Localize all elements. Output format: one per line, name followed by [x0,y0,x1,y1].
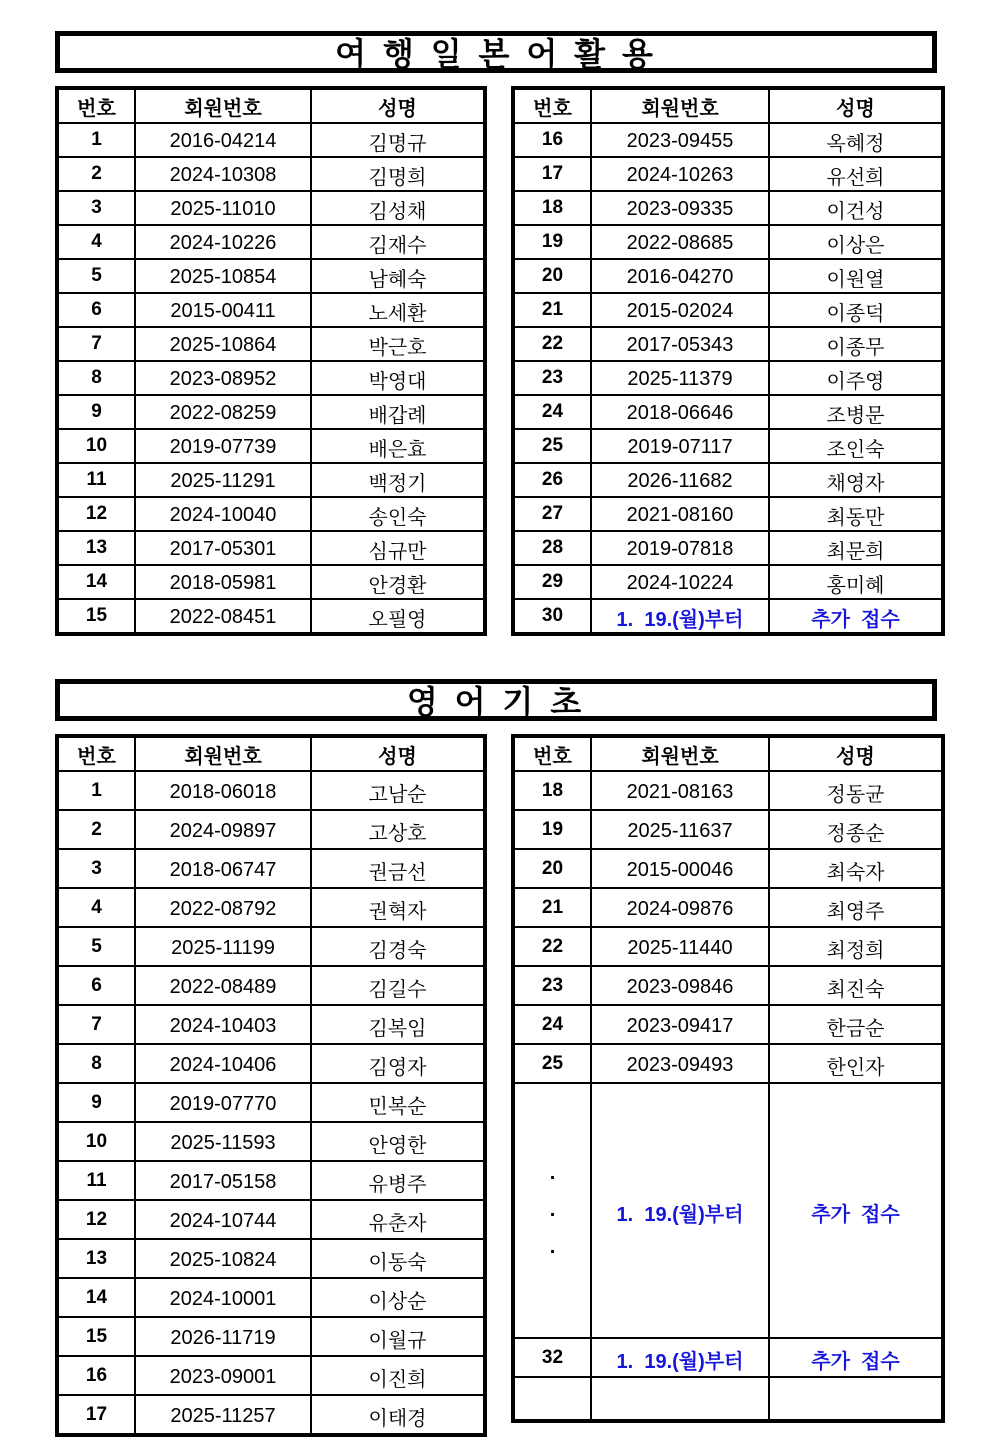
member-id-cell: 2019-07818 [591,531,769,565]
empty-row [513,1377,943,1421]
row-number-cell: 11 [57,1161,135,1200]
basic-english-right-half [511,734,945,1423]
member-id-cell: 1. 19.(월)부터 [591,1083,769,1338]
table-row [513,259,943,293]
member-id-cell: 2024-10226 [135,225,311,259]
basic-english-left-table [55,734,487,1437]
member-id-cell: 2016-04270 [591,259,769,293]
member-id-cell: 2025-10864 [135,327,311,361]
member-id-cell: 2023-09335 [591,191,769,225]
table-row [57,1278,485,1317]
member-id-cell: 2025-11257 [135,1395,311,1435]
table-row [57,927,485,966]
member-id-cell: 2025-11440 [591,927,769,966]
header-row [57,736,485,771]
table-row [513,463,943,497]
basic-english-left-half [55,734,487,1437]
row-number-cell: 20 [513,259,591,293]
member-name-cell: 고상호 [311,810,485,849]
row-number-cell: 23 [513,966,591,1005]
member-id-cell: 2015-02024 [591,293,769,327]
member-name-cell: 정종순 [769,810,943,849]
member-name-cell: 이종덕 [769,293,943,327]
vertical-dot: . [549,1236,556,1258]
member-name-cell [769,1377,943,1421]
member-name-cell: 유병주 [311,1161,485,1200]
member-id-cell: 2023-09001 [135,1356,311,1395]
row-number-cell: 13 [57,531,135,565]
table-row [513,123,943,157]
table-row [57,1083,485,1122]
row-number-cell: 25 [513,429,591,463]
row-number-cell [513,1083,591,1338]
table-row [57,565,485,599]
row-number-cell: 24 [513,395,591,429]
member-id-cell: 2023-09493 [591,1044,769,1083]
member-id-cell: 2025-11010 [135,191,311,225]
row-number-cell: 15 [57,1317,135,1356]
row-number-cell: 22 [513,327,591,361]
table-row [513,927,943,966]
member-id-cell: 2022-08451 [135,599,311,634]
member-name-cell: 최문희 [769,531,943,565]
header-name: 성명 [311,88,485,123]
table-row [513,429,943,463]
member-id-cell: 2018-06018 [135,771,311,810]
member-id-cell: 2024-10040 [135,497,311,531]
table-row [513,395,943,429]
row-number-cell: 15 [57,599,135,634]
member-name-cell: 옥혜정 [769,123,943,157]
member-name-cell: 권혁자 [311,888,485,927]
row-number-cell: 12 [57,1200,135,1239]
member-name-cell: 김경숙 [311,927,485,966]
header-row [57,88,485,123]
table-row [57,1317,485,1356]
member-id-cell: 2025-10854 [135,259,311,293]
member-name-cell: 이주영 [769,361,943,395]
row-number-cell: 18 [513,191,591,225]
row-number-cell: 29 [513,565,591,599]
member-id-cell: 2017-05301 [135,531,311,565]
table-row [57,966,485,1005]
table-row [57,1044,485,1083]
member-name-cell: 이월규 [311,1317,485,1356]
member-name-cell: 이종무 [769,327,943,361]
member-name-cell: 오필영 [311,599,485,634]
header-member-id: 회원번호 [591,736,769,771]
table-row [57,327,485,361]
table-row [57,123,485,157]
member-id-cell: 2024-10744 [135,1200,311,1239]
row-number-cell: 6 [57,966,135,1005]
row-number-cell: 21 [513,888,591,927]
row-number-cell: 3 [57,191,135,225]
member-name-cell: 권금선 [311,849,485,888]
table-row [57,599,485,634]
table-row [57,1122,485,1161]
member-name-cell: 최정희 [769,927,943,966]
table-row [513,293,943,327]
table-row [513,1338,943,1377]
member-name-cell: 김성채 [311,191,485,225]
member-name-cell: 이건성 [769,191,943,225]
travel-japanese-left-half [55,86,487,636]
table-row [513,327,943,361]
member-name-cell: 정동균 [769,771,943,810]
table-row [57,1200,485,1239]
table-row [513,361,943,395]
member-id-cell: 2023-09846 [591,966,769,1005]
member-name-cell: 유춘자 [311,1200,485,1239]
row-number-cell: 27 [513,497,591,531]
table-row [513,1044,943,1083]
travel-japanese-right-table [511,86,945,636]
member-name-cell: 추가 접수 [769,599,943,634]
member-id-cell: 2021-08163 [591,771,769,810]
member-name-cell: 이동숙 [311,1239,485,1278]
table-row [57,531,485,565]
member-id-cell: 2019-07117 [591,429,769,463]
member-id-cell: 2024-10001 [135,1278,311,1317]
row-number-cell: 23 [513,361,591,395]
member-id-cell: 2025-10824 [135,1239,311,1278]
row-number-cell: 21 [513,293,591,327]
row-number-cell: 13 [57,1239,135,1278]
row-number-cell: 16 [57,1356,135,1395]
row-number-cell: 20 [513,849,591,888]
member-id-cell: 2015-00411 [135,293,311,327]
table-row [513,966,943,1005]
table-row [513,497,943,531]
row-number-cell: 4 [57,888,135,927]
member-name-cell: 추가 접수 [769,1338,943,1377]
row-number-cell: 14 [57,565,135,599]
member-name-cell: 김길수 [311,966,485,1005]
table-row [57,361,485,395]
member-name-cell: 배은효 [311,429,485,463]
header-member-id: 회원번호 [135,88,311,123]
row-number-cell: 7 [57,1005,135,1044]
table-row [513,565,943,599]
header-number: 번호 [513,88,591,123]
row-number-cell [513,1377,591,1421]
member-name-cell: 고남순 [311,771,485,810]
member-id-cell: 2018-06747 [135,849,311,888]
member-name-cell: 안영한 [311,1122,485,1161]
table-row [57,191,485,225]
member-name-cell: 김복임 [311,1005,485,1044]
row-number-cell: 9 [57,1083,135,1122]
member-name-cell: 이태경 [311,1395,485,1435]
member-name-cell: 노세환 [311,293,485,327]
row-number-cell: 1 [57,771,135,810]
member-id-cell: 1. 19.(월)부터 [591,1338,769,1377]
table-row [57,1005,485,1044]
member-id-cell: 2023-09417 [591,1005,769,1044]
member-name-cell: 한금순 [769,1005,943,1044]
header-name: 성명 [769,88,943,123]
row-number-cell: 5 [57,259,135,293]
table-row [513,157,943,191]
table-row [513,191,943,225]
member-name-cell: 이상순 [311,1278,485,1317]
member-id-cell: 2022-08792 [135,888,311,927]
member-name-cell: 남혜숙 [311,259,485,293]
row-number-cell: 4 [57,225,135,259]
row-number-cell: 17 [513,157,591,191]
row-number-cell: 2 [57,810,135,849]
member-id-cell: 2019-07739 [135,429,311,463]
member-id-cell: 2025-11593 [135,1122,311,1161]
table-row [513,849,943,888]
member-name-cell: 김명희 [311,157,485,191]
row-number-cell: 17 [57,1395,135,1435]
header-number: 번호 [57,88,135,123]
member-name-cell: 이원열 [769,259,943,293]
member-name-cell: 김명규 [311,123,485,157]
member-name-cell: 심규만 [311,531,485,565]
member-id-cell: 2026-11719 [135,1317,311,1356]
table-row [57,771,485,810]
vertical-dot: . [549,1199,556,1221]
member-name-cell: 김영자 [311,1044,485,1083]
table-row [513,810,943,849]
table-row [57,157,485,191]
row-number-cell: 28 [513,531,591,565]
member-name-cell: 추가 접수 [769,1083,943,1338]
member-id-cell: 2025-11199 [135,927,311,966]
member-name-cell: 최영주 [769,888,943,927]
table-row [513,531,943,565]
table-row [57,1161,485,1200]
table-row [57,1395,485,1435]
table-row [513,599,943,634]
table-row [513,1083,943,1338]
header-number: 번호 [513,736,591,771]
member-id-cell: 2026-11682 [591,463,769,497]
basic-english-right-table [511,734,945,1423]
member-id-cell: 2024-10263 [591,157,769,191]
table-row [57,293,485,327]
member-id-cell: 2025-11637 [591,810,769,849]
member-name-cell: 안경환 [311,565,485,599]
header-name: 성명 [769,736,943,771]
row-number-cell: 26 [513,463,591,497]
row-number-cell: 19 [513,810,591,849]
row-number-cell: 24 [513,1005,591,1044]
member-name-cell: 조병문 [769,395,943,429]
table-row [57,1356,485,1395]
row-number-cell: 10 [57,429,135,463]
member-name-cell: 민복순 [311,1083,485,1122]
member-name-cell: 채영자 [769,463,943,497]
member-id-cell: 2023-09455 [591,123,769,157]
section-title-travel-japanese: 여 행 일 본 어 활 용 [55,31,937,73]
member-id-cell: 2025-11291 [135,463,311,497]
table-row [513,225,943,259]
member-id-cell: 2015-00046 [591,849,769,888]
section-travel-japanese [55,31,937,636]
member-id-cell: 2018-05981 [135,565,311,599]
table-row [57,849,485,888]
row-number-cell: 9 [57,395,135,429]
member-name-cell: 송인숙 [311,497,485,531]
member-name-cell: 배갑례 [311,395,485,429]
table-row [57,463,485,497]
header-name: 성명 [311,736,485,771]
table-row [57,259,485,293]
member-name-cell: 한인자 [769,1044,943,1083]
member-name-cell: 유선희 [769,157,943,191]
member-name-cell: 최진숙 [769,966,943,1005]
table-row [57,810,485,849]
table-row [57,429,485,463]
row-number-cell: 8 [57,361,135,395]
member-id-cell: 2021-08160 [591,497,769,531]
row-number-cell: 5 [57,927,135,966]
row-number-cell: 19 [513,225,591,259]
member-name-cell: 이진희 [311,1356,485,1395]
header-member-id: 회원번호 [135,736,311,771]
member-name-cell: 최동만 [769,497,943,531]
row-number-cell: 14 [57,1278,135,1317]
member-name-cell: 김재수 [311,225,485,259]
member-id-cell: 2023-08952 [135,361,311,395]
member-id-cell: 2016-04214 [135,123,311,157]
table-row [57,888,485,927]
row-number-cell: 3 [57,849,135,888]
header-number: 번호 [57,736,135,771]
member-name-cell: 박영대 [311,361,485,395]
member-id-cell: 2019-07770 [135,1083,311,1122]
member-id-cell: 2024-10224 [591,565,769,599]
member-id-cell: 2024-10403 [135,1005,311,1044]
row-number-cell: 32 [513,1338,591,1377]
table-row [513,771,943,810]
row-number-cell: 25 [513,1044,591,1083]
member-name-cell: 홍미혜 [769,565,943,599]
table-row [57,1239,485,1278]
section-basic-english [55,679,937,1437]
member-id-cell: 2024-09897 [135,810,311,849]
row-number-cell: 1 [57,123,135,157]
row-number-cell: 8 [57,1044,135,1083]
header-row [513,88,943,123]
row-number-cell: 7 [57,327,135,361]
member-name-cell: 조인숙 [769,429,943,463]
header-member-id: 회원번호 [591,88,769,123]
member-name-cell: 최숙자 [769,849,943,888]
row-number-cell: 22 [513,927,591,966]
table-row [513,1005,943,1044]
row-number-cell: 2 [57,157,135,191]
member-id-cell [591,1377,769,1421]
member-id-cell: 2024-10406 [135,1044,311,1083]
row-number-cell: 16 [513,123,591,157]
member-name-cell: 백정기 [311,463,485,497]
travel-japanese-right-half [511,86,945,636]
table-row [57,497,485,531]
member-id-cell: 2024-09876 [591,888,769,927]
member-name-cell: 박근호 [311,327,485,361]
travel-japanese-left-table [55,86,487,636]
member-id-cell: 2022-08489 [135,966,311,1005]
member-id-cell: 2022-08259 [135,395,311,429]
section-title-basic-english: 영 어 기 초 [55,679,937,721]
row-number-cell: 12 [57,497,135,531]
member-id-cell: 2024-10308 [135,157,311,191]
member-id-cell: 2022-08685 [591,225,769,259]
row-number-cell: 11 [57,463,135,497]
header-row [513,736,943,771]
member-id-cell: 2018-06646 [591,395,769,429]
table-row [57,395,485,429]
member-id-cell: 2017-05158 [135,1161,311,1200]
row-number-cell: 10 [57,1122,135,1161]
member-id-cell: 2017-05343 [591,327,769,361]
table-row [513,888,943,927]
member-name-cell: 이상은 [769,225,943,259]
member-id-cell: 2025-11379 [591,361,769,395]
row-number-cell: 30 [513,599,591,634]
member-id-cell: 1. 19.(월)부터 [591,599,769,634]
row-number-cell: 6 [57,293,135,327]
row-number-cell: 18 [513,771,591,810]
vertical-dot: . [549,1162,556,1184]
table-row [57,225,485,259]
